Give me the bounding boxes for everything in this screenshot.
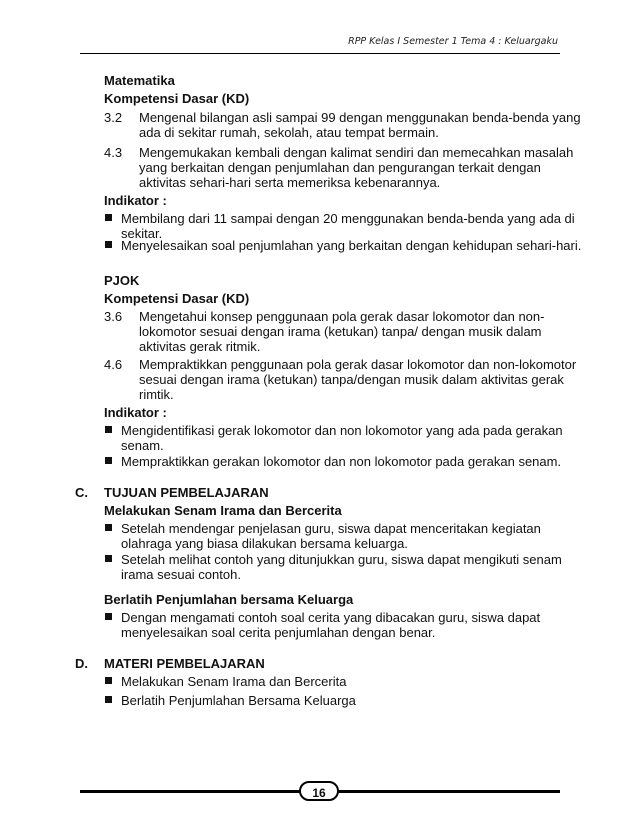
kd-text-line: aktivitas gerak ritmik. — [139, 339, 261, 354]
indicator-line: senam. — [121, 438, 164, 453]
kd-text-line: rimtik. — [139, 387, 174, 402]
kd-text-line: Mempraktikkan penggunaan pola gerak dasar lokomotor dan non-lokomotor — [139, 357, 577, 372]
square-bullet-icon — [105, 696, 112, 703]
kd-text-line: yang berkaitan dengan penjumlahan dan pengurangan terkait dengan — [139, 160, 541, 175]
objective-line: olahraga yang biasa dilakukan bersama keluarga. — [121, 536, 408, 551]
kd-text-line: ada di sekitar rumah, sekolah, atau tempat bermain. — [139, 125, 439, 140]
materi-item: Berlatih Penjumlahan Bersama Keluarga — [121, 693, 356, 708]
section-c-sub2-title: Berlatih Penjumlahan bersama Keluarga — [104, 592, 354, 607]
pjok-kd-heading: Kompetensi Dasar (KD) — [104, 291, 250, 306]
square-bullet-icon — [105, 241, 112, 248]
objective-line: Setelah mendengar penjelasan guru, siswa dapat menceritakan kegiatan — [121, 521, 541, 536]
kd-text-line: Mengemukakan kembali dengan kalimat sendiri dan memecahkan masalah — [139, 145, 574, 160]
matematika-title: Matematika — [104, 73, 175, 88]
square-bullet-icon — [105, 426, 112, 433]
indicator-line: Mempraktikkan gerakan lokomotor dan non lokomotor pada gerakan senam. — [121, 454, 562, 469]
kd-number: 3.2 — [104, 110, 123, 125]
objective-line: menyelesaikan soal cerita penjumlahan dengan benar. — [121, 625, 436, 640]
pjok-indicator-heading: Indikator : — [104, 405, 167, 420]
header-rule — [80, 53, 560, 54]
pjok-title: PJOK — [104, 273, 140, 288]
indicator-line: Membilang dari 11 sampai dengan 20 menggunakan benda-benda yang ada di — [121, 211, 575, 226]
indicator-line: sekitar. — [121, 226, 163, 241]
square-bullet-icon — [105, 555, 112, 562]
kd-number: 4.3 — [104, 145, 123, 160]
kd-text-line: lokomotor sesuai dengan irama (ketukan) tanpa/ dengan musik dalam — [139, 324, 542, 339]
kd-text-line: sesuai dengan irama (ketukan) tanpa/dengan musik dalam aktivitas gerak — [139, 372, 564, 387]
footer-rule-right — [336, 790, 560, 793]
footer-rule-left — [80, 790, 302, 793]
section-d-letter: D. — [75, 656, 88, 671]
running-header: RPP Kelas I Semester 1 Tema 4 : Keluargaku — [348, 36, 558, 47]
matematika-kd-heading: Kompetensi Dasar (KD) — [104, 91, 250, 106]
section-d-title: MATERI PEMBELAJARAN — [104, 656, 265, 671]
kd-text-line: Mengenal bilangan asli sampai 99 dengan menggunakan benda-benda yang — [139, 110, 581, 125]
square-bullet-icon — [105, 677, 112, 684]
kd-text-line: Mengetahui konsep penggunaan pola gerak dasar lokomotor dan non- — [139, 309, 545, 324]
section-c-title: TUJUAN PEMBELAJARAN — [104, 485, 269, 500]
square-bullet-icon — [105, 214, 112, 221]
objective-line: irama sesuai contoh. — [121, 567, 241, 582]
objective-line: Dengan mengamati contoh soal cerita yang dibacakan guru, siswa dapat — [121, 610, 541, 625]
objective-line: Setelah melihat contoh yang ditunjukkan guru, siswa dapat mengikuti senam — [121, 552, 562, 567]
square-bullet-icon — [105, 613, 112, 620]
square-bullet-icon — [105, 524, 112, 531]
kd-number: 3.6 — [104, 309, 123, 324]
kd-text-line: aktivitas sehari-hari serta memeriksa kebenarannya. — [139, 175, 441, 190]
page-number: 16 — [299, 781, 339, 801]
materi-item: Melakukan Senam Irama dan Bercerita — [121, 674, 347, 689]
kd-number: 4.6 — [104, 357, 123, 372]
indicator-line: Mengidentifikasi gerak lokomotor dan non lokomotor yang ada pada gerakan — [121, 423, 563, 438]
section-c-sub1-title: Melakukan Senam Irama dan Bercerita — [104, 503, 342, 518]
indicator-line: Menyelesaikan soal penjumlahan yang berkaitan dengan kehidupan sehari-hari. — [121, 238, 582, 253]
matematika-indicator-heading: Indikator : — [104, 193, 167, 208]
square-bullet-icon — [105, 457, 112, 464]
section-c-letter: C. — [75, 485, 88, 500]
